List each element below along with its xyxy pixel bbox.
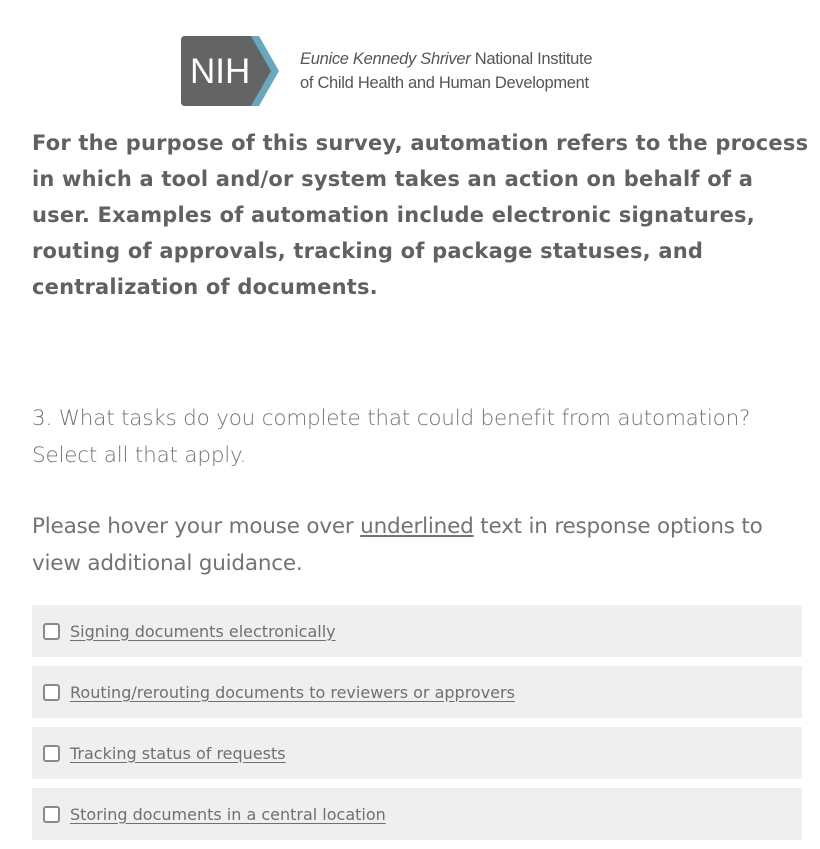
hint-before: Please hover your mouse over xyxy=(32,514,361,539)
logo-line1-italic: Eunice Kennedy Shriver xyxy=(300,50,471,68)
checkbox[interactable] xyxy=(43,623,60,640)
institute-name xyxy=(300,47,592,95)
logo-line2: of Child Health and Human Development xyxy=(300,74,589,92)
hint-underlined: underlined xyxy=(360,514,474,539)
option-routing[interactable] xyxy=(32,666,802,718)
nih-logo-mark xyxy=(181,36,281,106)
options-list xyxy=(32,605,802,849)
option-label[interactable]: Routing/rerouting documents to reviewers or approvers xyxy=(70,682,515,702)
question-text: 3. What tasks do you complete that could benefit from automation? Select all that apply. xyxy=(32,406,751,468)
option-storing[interactable] xyxy=(32,788,802,840)
svg-text:NIH: NIH xyxy=(190,52,251,91)
option-tracking[interactable] xyxy=(32,727,802,779)
logo-line1-rest: National Institute xyxy=(470,50,593,68)
option-signing[interactable] xyxy=(32,605,802,657)
checkbox[interactable] xyxy=(43,684,60,701)
option-label[interactable]: Tracking status of requests xyxy=(70,743,286,763)
intro-text: For the purpose of this survey, automation refers to the process in which a tool and/or system takes an action on behalf of a user. Examples of automation include electronic signatures, routing of approvals, tracking of package statuses, and centralization of documents. xyxy=(32,131,809,299)
hint-text xyxy=(32,508,812,582)
hint-after: text in response options to view additional guidance. xyxy=(32,514,763,576)
nichd-logo xyxy=(181,36,592,106)
option-label[interactable]: Signing documents electronically xyxy=(70,621,336,641)
option-label[interactable]: Storing documents in a central location xyxy=(70,804,386,824)
checkbox[interactable] xyxy=(43,806,60,823)
checkbox[interactable] xyxy=(43,745,60,762)
